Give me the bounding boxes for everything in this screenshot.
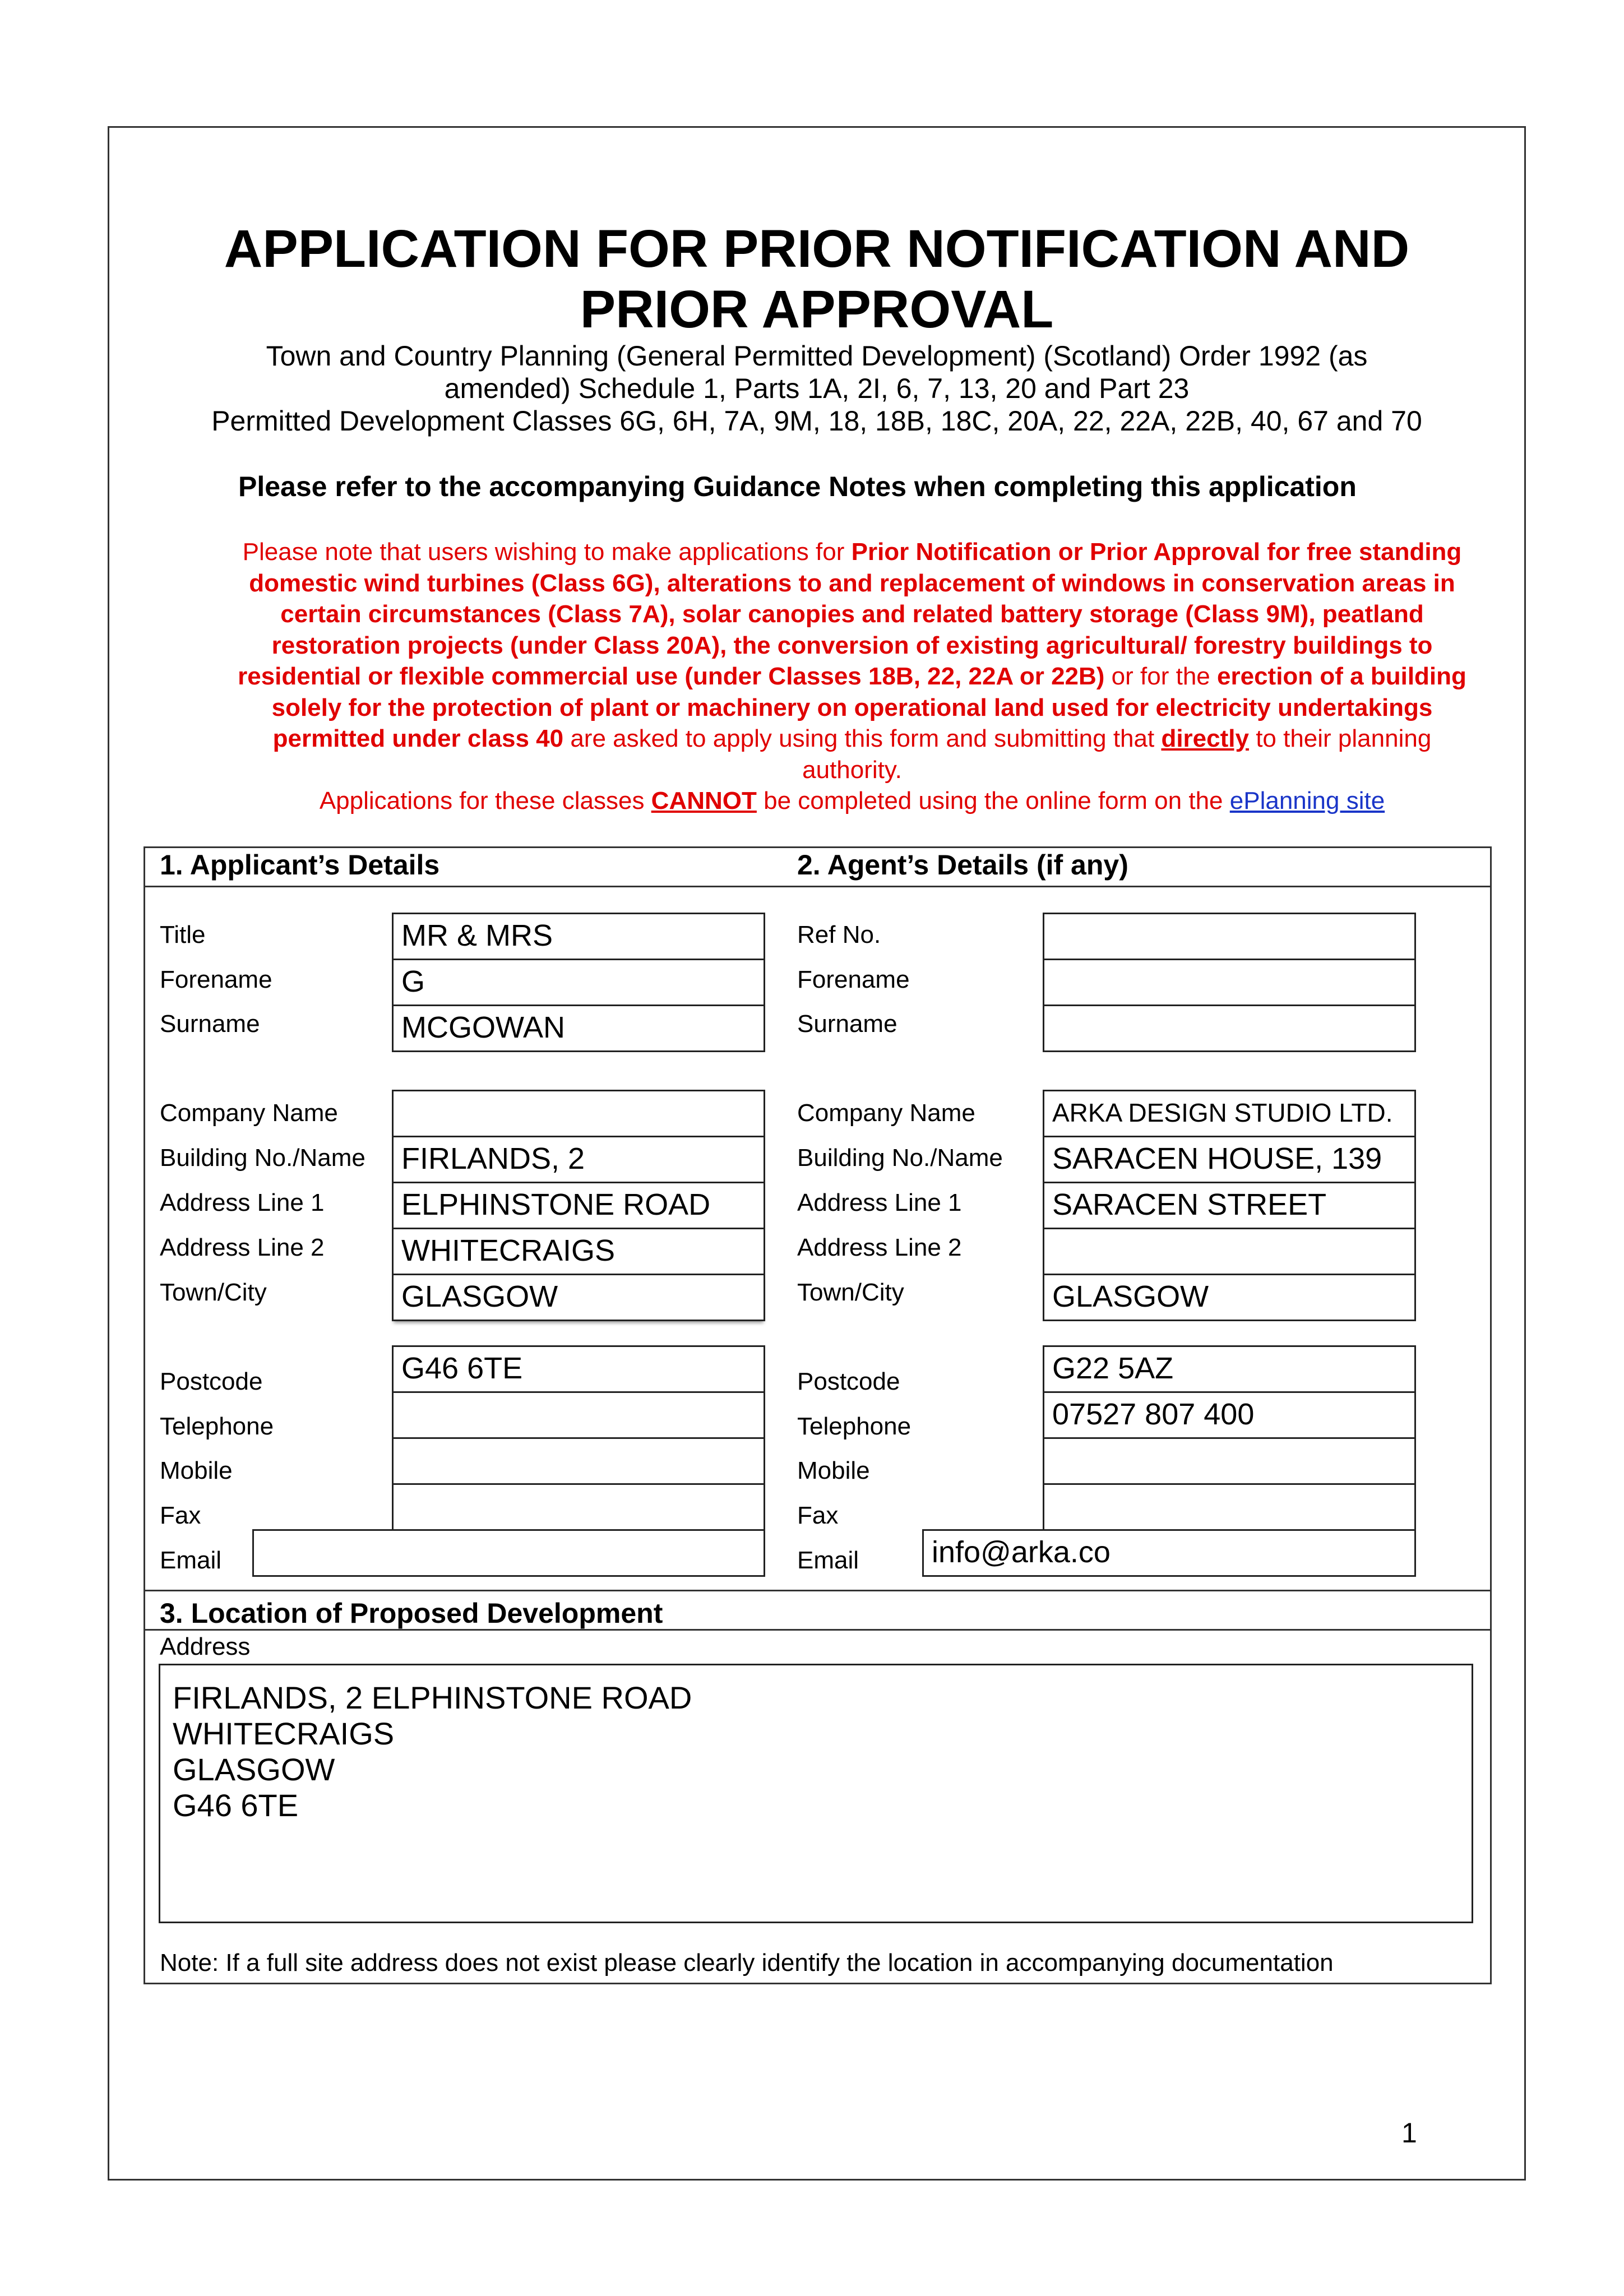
agent-surname-field[interactable] (1043, 1004, 1416, 1052)
applicant-telephone-label: Telephone (160, 1413, 274, 1440)
notice-text-6: be completed using the online form on the (756, 787, 1230, 814)
applicant-building-label: Building No./Name (160, 1144, 365, 1172)
location-heading: 3. Location of Proposed Development (160, 1598, 663, 1629)
agent-building-label: Building No./Name (797, 1144, 1003, 1172)
agent-address1-field[interactable]: SARACEN STREET (1043, 1182, 1416, 1229)
guidance-note: Please refer to the accompanying Guidance Notes when completing this application (238, 471, 1357, 502)
notice-bold-2: erection of a building solely for the protection of plant or machinery on operational land used for electricity undertakings permitted under class 40 (271, 663, 1466, 752)
agent-email-field[interactable]: info@arka.co (922, 1529, 1416, 1577)
agent-mobile-label: Mobile (797, 1457, 870, 1484)
applicant-address1-field[interactable]: ELPHINSTONE ROAD (392, 1182, 765, 1229)
agent-mobile-field[interactable] (1043, 1437, 1416, 1485)
agent-fax-field[interactable] (1043, 1483, 1416, 1531)
notice-text-1: Please note that users wishing to make applications for (242, 538, 852, 566)
agent-address1-label: Address Line 1 (797, 1189, 962, 1216)
agent-town-label: Town/City (797, 1279, 904, 1306)
applicant-title-field[interactable]: MR & MRS (392, 913, 765, 960)
agent-building-field[interactable]: SARACEN HOUSE, 139 (1043, 1136, 1416, 1183)
applicant-forename-label: Forename (160, 966, 272, 993)
address-line-4: G46 6TE (173, 1788, 299, 1823)
agent-town-field[interactable]: GLASGOW (1043, 1274, 1416, 1321)
applicant-address2-label: Address Line 2 (160, 1234, 325, 1261)
notice-directly: directly (1161, 725, 1249, 752)
agent-email-label: Email (797, 1547, 859, 1574)
subtitle-line-3: Permitted Development Classes 6G, 6H, 7A, 9M, 18, 18B, 18C, 20A, 22, 22A, 22B, 40, 67 and 70 (211, 405, 1422, 437)
page-number: 1 (1401, 2117, 1417, 2149)
notice-text-5: Applications for these classes (319, 787, 651, 814)
agent-telephone-label: Telephone (797, 1413, 912, 1440)
form-title (108, 219, 1526, 340)
applicant-town-label: Town/City (160, 1279, 267, 1306)
applicant-postcode-label: Postcode (160, 1368, 263, 1395)
section-bottom-line (144, 1983, 1492, 1984)
address-line-1: FIRLANDS, 2 ELPHINSTONE ROAD (173, 1680, 692, 1715)
applicant-forename-field[interactable]: G (392, 959, 765, 1006)
applicant-surname-label: Surname (160, 1010, 260, 1038)
applicant-surname-field[interactable]: MCGOWAN (392, 1004, 765, 1052)
agent-ref-field[interactable] (1043, 913, 1416, 960)
location-note: Note: If a full site address does not exist please clearly identify the location in accompanying documentation (160, 1949, 1334, 1976)
applicant-email-field[interactable] (252, 1529, 765, 1577)
agent-heading: 2. Agent’s Details (if any) (797, 849, 1128, 881)
agent-company-field[interactable]: ARKA DESIGN STUDIO LTD. (1043, 1090, 1416, 1137)
applicant-fax-label: Fax (160, 1502, 201, 1529)
notice-block (224, 536, 1480, 817)
title-line-2: PRIOR APPROVAL (580, 280, 1054, 339)
agent-forename-label: Forename (797, 966, 910, 993)
agent-surname-label: Surname (797, 1010, 897, 1038)
applicant-telephone-field[interactable] (392, 1391, 765, 1439)
notice-text-3: are asked to apply using this form and submitting that (563, 725, 1162, 752)
applicant-company-field[interactable] (392, 1090, 765, 1137)
applicant-company-label: Company Name (160, 1099, 338, 1127)
applicant-town-field[interactable]: GLASGOW (392, 1274, 765, 1321)
applicant-mobile-label: Mobile (160, 1457, 233, 1484)
section-left-line (144, 846, 145, 1984)
applicant-address1-label: Address Line 1 (160, 1189, 325, 1216)
location-address-field[interactable] (159, 1664, 1473, 1923)
address-line-2: WHITECRAIGS (173, 1716, 395, 1751)
applicant-postcode-field[interactable]: G46 6TE (392, 1345, 765, 1393)
eplanning-link[interactable]: ePlanning site (1229, 787, 1385, 814)
address-line-3: GLASGOW (173, 1752, 335, 1787)
agent-company-label: Company Name (797, 1099, 975, 1127)
agent-ref-label: Ref No. (797, 921, 881, 948)
notice-text-2: or for the (1104, 663, 1217, 690)
section-head-line (144, 886, 1492, 887)
notice-cannot: CANNOT (651, 787, 757, 814)
subtitle-line-2: amended) Schedule 1, Parts 1A, 2I, 6, 7, 13, 20 and Part 23 (444, 373, 1190, 404)
agent-fax-label: Fax (797, 1502, 839, 1529)
applicant-mobile-field[interactable] (392, 1437, 765, 1485)
agent-address2-field[interactable] (1043, 1228, 1416, 1275)
applicant-fax-field[interactable] (392, 1483, 765, 1531)
applicant-heading: 1. Applicant’s Details (160, 849, 440, 881)
applicant-address2-field[interactable]: WHITECRAIGS (392, 1228, 765, 1275)
notice-text-4: to their planning authority. (802, 725, 1432, 784)
agent-postcode-label: Postcode (797, 1368, 900, 1395)
agent-telephone-field[interactable]: 07527 807 400 (1043, 1391, 1416, 1439)
applicant-email-label: Email (160, 1547, 222, 1574)
agent-forename-field[interactable] (1043, 959, 1416, 1006)
section3-top-line (144, 1590, 1492, 1591)
applicant-building-field[interactable]: FIRLANDS, 2 (392, 1136, 765, 1183)
applicant-title-label: Title (160, 921, 206, 948)
section-right-line (1490, 846, 1492, 1984)
title-line-1: APPLICATION FOR PRIOR NOTIFICATION AND (224, 219, 1410, 279)
agent-address2-label: Address Line 2 (797, 1234, 962, 1261)
subtitle-line-1: Town and Country Planning (General Permitted Development) (Scotland) Order 1992 (as (266, 340, 1368, 372)
notice-bold-1: Prior Notification or Prior Approval for free standing domestic wind turbines (Class 6G), alterations to and replacement of windows in conservation areas in certain circumstances (Class 7A), solar canopies and related battery storage (Class 9M), peatland restoration projects (under Class 20A), the conversion of existing agricultural/ forestry buildings to residential or flexible commercial use (under Classes 18B, 22, 22A or 22B) (238, 538, 1462, 690)
location-address-label: Address (160, 1633, 251, 1660)
agent-postcode-field[interactable]: G22 5AZ (1043, 1345, 1416, 1393)
